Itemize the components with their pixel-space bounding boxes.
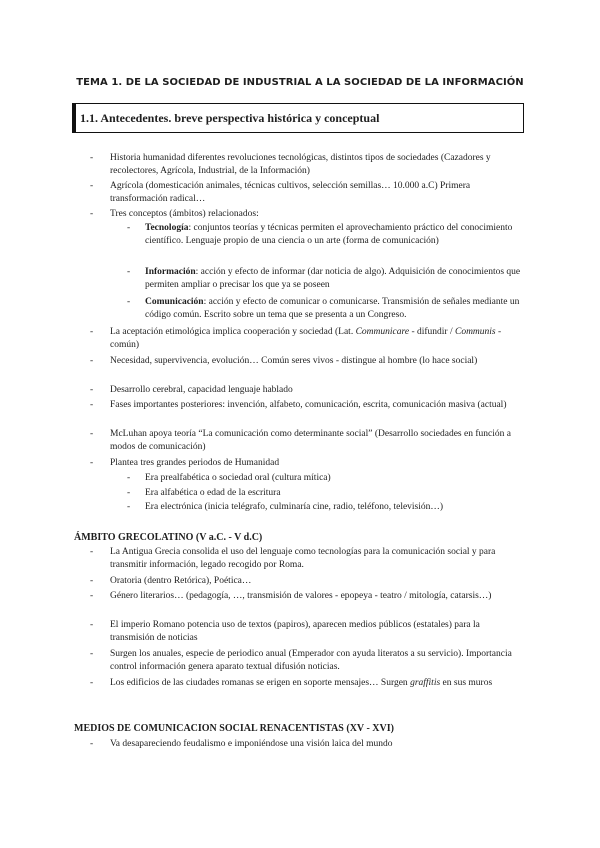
section-title: 1.1. Antecedentes. breve perspectiva histórica y conceptual bbox=[80, 111, 380, 125]
period-item: Era alfabética o edad de la escritura bbox=[145, 488, 281, 498]
list-item: Género literarios… (pedagogía, …, transmisión de valores - epopeya - teatro / mitología, catarsis…) bbox=[110, 591, 492, 601]
bullet-marker: - bbox=[90, 739, 94, 749]
list-item bbox=[110, 677, 520, 690]
period-item: Era prealfabética o sociedad oral (cultura mítica) bbox=[145, 473, 331, 483]
list-item: Necesidad, supervivencia, evolución… Común seres vivos - distingue al hombre (lo hace social) bbox=[110, 356, 478, 366]
concept-item bbox=[145, 296, 521, 322]
list-item: Fases importantes posteriores: invención, alfabeto, comunicación, escrita, comunicación masiva (actual) bbox=[110, 400, 507, 410]
list-item: El imperio Romano potencia uso de textos (papiros), aparecen medios públicos (estatales) para la transmisión de noticias bbox=[110, 620, 480, 643]
sub-bullet-marker: - bbox=[127, 502, 131, 512]
list-item: Plantea tres grandes periodos de Humanidad bbox=[110, 458, 280, 468]
list-item: Desarrollo cerebral, capacidad lenguaje hablado bbox=[110, 385, 293, 395]
bullet-marker: - bbox=[90, 356, 94, 366]
bullet-marker: - bbox=[90, 458, 94, 468]
concept-term: Comunicación bbox=[145, 297, 204, 307]
list-item: La Antigua Grecia consolida el uso del lenguaje como tecnologías para la comunicación social y para transmitir información, legado recogido por Roma. bbox=[110, 547, 496, 570]
concept-definition: : conjuntos teorías y técnicas permiten el aprovechamiento práctico del conocimiento científico. Lenguaje propio de una ciencia o un arte (forma de comunicación) bbox=[145, 223, 513, 246]
list-item: Surgen los anuales, especie de periodico anual (Emperador con ayuda literatos a su servicio). Importancia control información genera aparato textual difusión noticias. bbox=[110, 649, 512, 672]
latin-term: Communicare bbox=[355, 327, 410, 337]
concept-term: Tecnología bbox=[145, 223, 189, 233]
bullet-marker: - bbox=[90, 620, 94, 630]
bullet-marker: - bbox=[90, 429, 94, 439]
concept-item bbox=[145, 222, 521, 248]
bullet-marker: - bbox=[90, 400, 94, 410]
section-heading-renacentistas: MEDIOS DE COMUNICACION SOCIAL RENACENTISTAS (XV - XVI) bbox=[74, 723, 394, 734]
bullet-marker: - bbox=[90, 385, 94, 395]
list-item: McLuhan apoya teoría “La comunicación como determinante social” (Desarrollo sociedades en función a modos de comunicación) bbox=[110, 429, 511, 452]
bullet-marker: - bbox=[90, 181, 94, 191]
section-header-box bbox=[72, 103, 524, 133]
text-run: - difundir / bbox=[409, 327, 455, 337]
sub-bullet-marker: - bbox=[127, 297, 131, 307]
text-run: La aceptación etimológica implica cooperación y sociedad (Lat. bbox=[110, 327, 356, 337]
bullet-marker: - bbox=[90, 576, 94, 586]
section-heading-grecolatino: ÁMBITO GRECOLATINO (V a.C. - V d.C) bbox=[74, 532, 263, 543]
list-item bbox=[110, 326, 520, 352]
latin-term: Communis bbox=[454, 327, 496, 337]
sub-bullet-marker: - bbox=[127, 267, 131, 277]
bullet-marker: - bbox=[90, 153, 94, 163]
list-item: Va desapareciendo feudalismo e imponiéndose una visión laica del mundo bbox=[110, 739, 393, 749]
italic-term: graffitis bbox=[410, 678, 441, 688]
sub-bullet-marker: - bbox=[127, 223, 131, 233]
document-title: TEMA 1. DE LA SOCIEDAD DE INDUSTRIAL A LA SOCIEDAD DE LA INFORMACIÓN bbox=[76, 77, 524, 88]
list-item: Historia humanidad diferentes revoluciones tecnológicas, distintos tipos de sociedades (Cazadores y recolectores, Agrícola, Industrial, de la Información) bbox=[110, 153, 491, 176]
list-item: Tres conceptos (ámbitos) relacionados: bbox=[110, 209, 259, 219]
period-item: Era electrónica (inicia telégrafo, culminaría cine, radio, teléfono, televisión…) bbox=[145, 502, 444, 512]
sub-bullet-marker: - bbox=[127, 488, 131, 498]
bullet-marker: - bbox=[90, 678, 94, 688]
text-run: en sus muros bbox=[440, 678, 493, 688]
concept-definition: : acción y efecto de informar (dar noticia de algo). Adquisición de conocimientos que permiten ampliar o precisar los que ya se poseen bbox=[145, 267, 521, 290]
bullet-marker: - bbox=[90, 327, 94, 337]
concept-item bbox=[145, 266, 521, 292]
list-item: Oratoria (dentro Retórica), Poética… bbox=[110, 576, 252, 586]
bullet-marker: - bbox=[90, 649, 94, 659]
list-item: Agrícola (domesticación animales, técnicas cultivos, selección semillas… 10.000 a.C) Primera transformación radical… bbox=[110, 181, 471, 204]
sub-bullet-marker: - bbox=[127, 473, 131, 483]
text-run: Los edificios de las ciudades romanas se erigen en soporte mensajes… Surgen bbox=[110, 678, 411, 688]
concept-definition: : acción y efecto de comunicar o comunicarse. Transmisión de señales mediante un código común. Escrito sobre un tema que se presenta a un Congreso. bbox=[145, 297, 520, 320]
bullet-marker: - bbox=[90, 209, 94, 219]
text-run: - común) bbox=[110, 327, 502, 350]
concept-term: Información bbox=[145, 267, 196, 277]
bullet-marker: - bbox=[90, 547, 94, 557]
bullet-marker: - bbox=[90, 591, 94, 601]
